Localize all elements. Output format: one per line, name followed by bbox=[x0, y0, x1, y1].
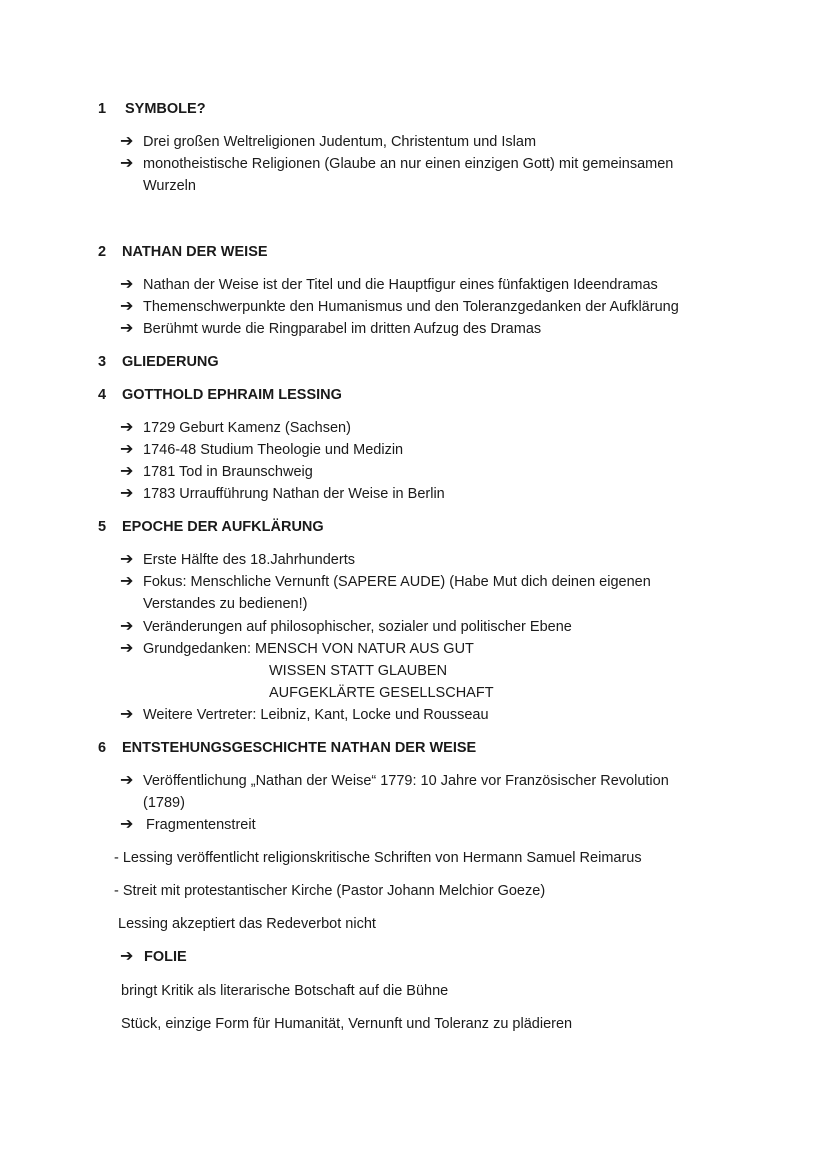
list-item-continuation: AUFGEKLÄRTE GESELLSCHAFT bbox=[269, 685, 494, 701]
section-1-number: 1 bbox=[98, 101, 107, 117]
arrow-icon: ➔ bbox=[120, 133, 134, 150]
list-item: Themenschwerpunkte den Humanismus und den Toleranzgedanken der Aufklärung bbox=[143, 299, 679, 315]
section-6-title: ENTSTEHUNGSGESCHICHTE NATHAN DER WEISE bbox=[122, 740, 477, 756]
section-4-title: GOTTHOLD EPHRAIM LESSING bbox=[122, 387, 342, 403]
arrow-icon: ➔ bbox=[120, 463, 134, 480]
list-item-continuation: Verstandes zu bedienen!) bbox=[143, 596, 308, 612]
arrow-icon: ➔ bbox=[120, 551, 134, 568]
arrow-icon: ➔ bbox=[120, 816, 134, 833]
list-item-continuation: Wurzeln bbox=[143, 178, 196, 194]
list-item: Veröffentlichung „Nathan der Weise“ 1779: 10 Jahre vor Französischer Revolution bbox=[143, 773, 669, 789]
arrow-icon: ➔ bbox=[120, 948, 134, 965]
list-item: Nathan der Weise ist der Titel und die Hauptfigur eines fünfaktigen Ideendramas bbox=[143, 277, 658, 293]
section-3-number: 3 bbox=[98, 354, 107, 370]
arrow-icon: ➔ bbox=[120, 419, 134, 436]
section-2-title: NATHAN DER WEISE bbox=[122, 244, 268, 260]
arrow-icon: ➔ bbox=[120, 772, 134, 789]
section-1-title: SYMBOLE? bbox=[125, 101, 206, 117]
note-line: - Lessing veröffentlicht religionskritische Schriften von Hermann Samuel Reimarus bbox=[114, 850, 642, 866]
arrow-icon: ➔ bbox=[120, 485, 134, 502]
note-line: Stück, einzige Form für Humanität, Vernunft und Toleranz zu plädieren bbox=[121, 1016, 573, 1032]
list-item-continuation: (1789) bbox=[143, 795, 185, 811]
section-3-title: GLIEDERUNG bbox=[122, 354, 219, 370]
folie-label: FOLIE bbox=[144, 949, 187, 965]
arrow-icon: ➔ bbox=[120, 618, 134, 635]
arrow-icon: ➔ bbox=[120, 276, 134, 293]
section-5-title: EPOCHE DER AUFKLÄRUNG bbox=[122, 519, 324, 535]
list-item-continuation: WISSEN STATT GLAUBEN bbox=[269, 663, 448, 679]
note-line: - Streit mit protestantischer Kirche (Pastor Johann Melchior Goeze) bbox=[114, 883, 546, 899]
note-line: Lessing akzeptiert das Redeverbot nicht bbox=[118, 916, 376, 932]
arrow-icon: ➔ bbox=[120, 441, 134, 458]
list-item: Fokus: Menschliche Vernunft (SAPERE AUDE) (Habe Mut dich deinen eigenen bbox=[143, 574, 651, 590]
list-item: Grundgedanken: MENSCH VON NATUR AUS GUT bbox=[143, 641, 474, 657]
section-2-number: 2 bbox=[98, 244, 107, 260]
list-item: Drei großen Weltreligionen Judentum, Christentum und Islam bbox=[143, 134, 537, 150]
arrow-icon: ➔ bbox=[120, 320, 134, 337]
list-item: Fragmentenstreit bbox=[146, 817, 256, 833]
arrow-icon: ➔ bbox=[120, 573, 134, 590]
arrow-icon: ➔ bbox=[120, 706, 134, 723]
list-item: Veränderungen auf philosophischer, sozialer und politischer Ebene bbox=[143, 619, 572, 635]
section-4-number: 4 bbox=[98, 387, 107, 403]
list-item: monotheistische Religionen (Glaube an nur einen einzigen Gott) mit gemeinsamen bbox=[143, 156, 674, 172]
arrow-icon: ➔ bbox=[120, 298, 134, 315]
section-6-number: 6 bbox=[98, 740, 107, 756]
arrow-icon: ➔ bbox=[120, 155, 134, 172]
list-item: Erste Hälfte des 18.Jahrhunderts bbox=[143, 552, 355, 568]
arrow-icon: ➔ bbox=[120, 640, 134, 657]
list-item: 1746-48 Studium Theologie und Medizin bbox=[143, 442, 404, 458]
note-line: bringt Kritik als literarische Botschaft auf die Bühne bbox=[121, 983, 449, 999]
list-item: 1783 Urraufführung Nathan der Weise in Berlin bbox=[143, 486, 445, 502]
section-5-number: 5 bbox=[98, 519, 107, 535]
list-item: 1781 Tod in Braunschweig bbox=[143, 464, 313, 480]
list-item: Weitere Vertreter: Leibniz, Kant, Locke und Rousseau bbox=[143, 707, 489, 723]
list-item: Berühmt wurde die Ringparabel im dritten Aufzug des Dramas bbox=[143, 321, 542, 337]
list-item: 1729 Geburt Kamenz (Sachsen) bbox=[143, 420, 351, 436]
